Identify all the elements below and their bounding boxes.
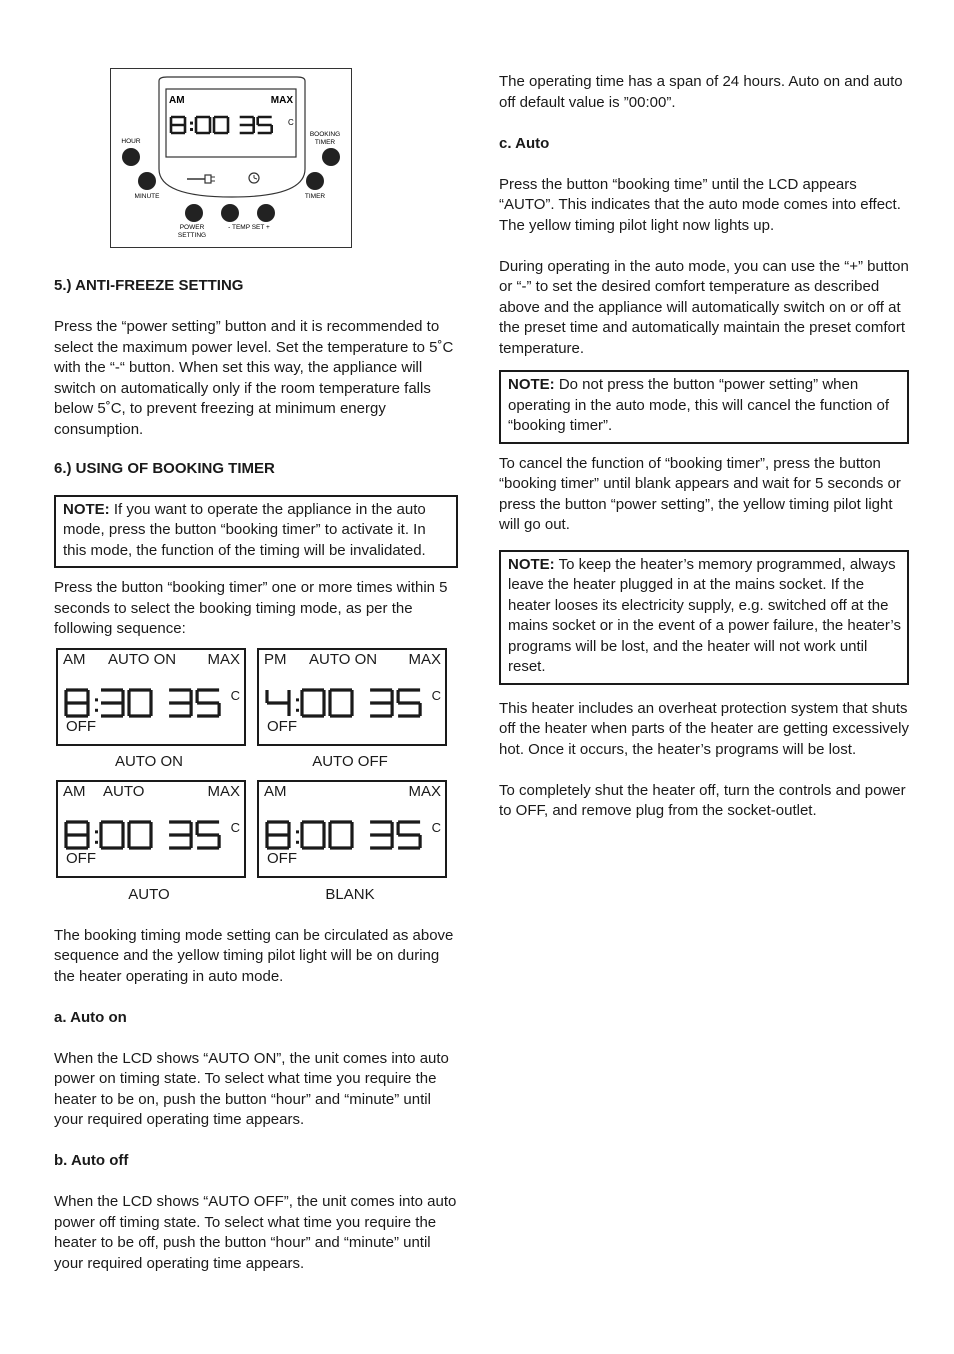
lcd-digit [129, 822, 151, 848]
booking-label-1: BOOKING [309, 131, 341, 138]
digit-colon [190, 122, 193, 125]
auto-on-heading: a. Auto on [54, 1008, 127, 1026]
left-column [54, 276, 458, 1274]
lcd-digit [66, 690, 88, 716]
lcd-c: C [431, 687, 441, 703]
power-label-1: POWER [179, 224, 205, 231]
power-setting-button[interactable] [185, 204, 203, 222]
digit-colon [95, 840, 98, 843]
lcd-digit [370, 690, 392, 716]
lcd-digit [302, 690, 324, 716]
lcd-ampm: PM [264, 650, 287, 668]
minute-button[interactable] [138, 172, 156, 190]
note-power-setting [499, 370, 909, 444]
lcd-digit [258, 117, 272, 133]
press-booking-text: Press the button “booking timer” one or more times within 5 seconds to select the booking timing mode, as per the following sequence: [54, 579, 448, 637]
lcd-ampm: AM [264, 782, 287, 800]
minute-label: MINUTE [134, 193, 160, 200]
lcd-blank [257, 780, 447, 878]
right-column [499, 72, 909, 822]
during-auto-text: During operating in the auto mode, you can use the “+” button or “-” to set the desired comfort temperature as described above and the appliance will automatically switch on or off at the preset time and automatically maintain the preset comfort temperature. [499, 257, 909, 357]
lcd-mode: AUTO ON [108, 650, 177, 668]
lcd-off: OFF [267, 850, 297, 867]
panel-lcd-am: AM [169, 95, 185, 106]
lcd-digit [66, 822, 88, 848]
note1-label: NOTE: [63, 500, 110, 518]
lcd-mode: AUTO [103, 782, 145, 800]
overheat-text: This heater includes an overheat protection system that shuts off the heater when parts of the heater are getting excessively hot. Once it occurs, the heater’s programs will be lost. [499, 699, 909, 758]
lcd-c: C [230, 687, 240, 703]
lcd-digit [370, 822, 392, 848]
digit-colon [95, 708, 98, 711]
temp-set-label: - TEMP SET + [228, 224, 270, 231]
lcd-digit [267, 690, 289, 716]
lcd-ampm: AM [63, 650, 86, 668]
timer-label: TIMER [304, 193, 326, 200]
lcd-digit [169, 822, 191, 848]
lcd-digit [171, 117, 185, 133]
auto-on-body: When the LCD shows “AUTO ON”, the unit comes into auto power on timing state. To select what time you require the heater to be on, push the button “hour” and “minute” until your required operating time appears. [54, 1049, 449, 1128]
lcd-digit [240, 117, 254, 133]
lcd-max: MAX [207, 782, 240, 800]
booking-label-2: TIMER [314, 139, 336, 146]
lcd-digit [169, 690, 191, 716]
auto-body: Press the button “booking time” until the LCD appears “AUTO”. This indicates that the auto mode comes into effect. The yellow timing pilot light now lights up. [499, 175, 901, 234]
lcd-sequence-grid [54, 648, 458, 908]
lcd-max: MAX [207, 650, 240, 668]
cancel-text: To cancel the function of “booking timer”, press the button “booking timer” until blank appears and wait for 5 seconds or press the button “power setting”, the yellow timing pilot light will go out. [499, 454, 901, 533]
auto-heading: c. Auto [499, 134, 550, 152]
lcd-max: MAX [408, 650, 441, 668]
clock-icon [249, 173, 259, 183]
lcd-c: C [431, 819, 441, 835]
temp-minus-button[interactable] [221, 204, 239, 222]
note-auto-mode [54, 495, 458, 569]
auto-off-body: When the LCD shows “AUTO OFF”, the unit comes into auto power off timing state. To select what time you require the heater to be off, push the button “hour” and “minute” until your required operating time appears. [54, 1193, 457, 1272]
digit-colon [296, 698, 299, 701]
lcd-digit [197, 690, 219, 716]
lcd-caption: AUTO [128, 885, 170, 903]
lcd-auto [56, 780, 246, 878]
span-text: The operating time has a span of 24 hours. Auto on and auto off default value is ”00:00”. [499, 73, 903, 111]
lcd-caption: AUTO ON [114, 752, 184, 770]
lcd-digit [302, 822, 324, 848]
lcd-digit [267, 822, 289, 848]
panel-lcd-c: C [288, 118, 294, 127]
lcd-digit [101, 690, 123, 716]
lcd-max: MAX [408, 782, 441, 800]
lcd-caption: AUTO OFF [312, 752, 388, 770]
digit-colon [190, 128, 193, 131]
lcd-auto-off [257, 648, 447, 746]
power-label-2: SETTING [177, 232, 207, 239]
digit-colon [296, 840, 299, 843]
note3-text: To keep the heater’s memory programmed, always leave the heater plugged in at the mains socket. If the heater looses its electricity supply, e.g. switched off at the mains socket or in the event of a power failure, the heater’s programs will be lost, and the heater will not work until reset. [508, 555, 901, 675]
lcd-mode: AUTO ON [309, 650, 378, 668]
control-panel-figure [110, 68, 352, 248]
note2-text: Do not press the button “power setting” when operating in the auto mode, this will cancel the function of “booking timer”. [508, 376, 890, 434]
hour-button[interactable] [122, 148, 140, 166]
note-memory [499, 550, 909, 685]
panel-lcd-digits [171, 117, 272, 133]
digit-colon [296, 708, 299, 711]
lcd-ampm: AM [63, 782, 86, 800]
lcd-off: OFF [267, 718, 297, 735]
lcd-digit [398, 822, 420, 848]
lcd-c: C [230, 819, 240, 835]
panel-lcd-max: MAX [270, 95, 293, 106]
sec6-heading: 6.) USING OF BOOKING TIMER [54, 460, 275, 477]
booking-timer-button[interactable] [322, 148, 340, 166]
note3-label: NOTE: [508, 555, 555, 573]
control-panel-drawing [111, 69, 351, 247]
auto-off-heading: b. Auto off [54, 1152, 129, 1169]
digit-colon [296, 830, 299, 833]
plug-icon [187, 175, 215, 183]
lcd-auto-on [56, 648, 246, 746]
lcd-digit [330, 822, 352, 848]
lcd-digit [129, 690, 151, 716]
digit-colon [95, 698, 98, 701]
lcd-digit [197, 822, 219, 848]
lcd-digit [398, 690, 420, 716]
digit-colon [95, 830, 98, 833]
lcd-digit [330, 690, 352, 716]
hour-label: HOUR [121, 138, 141, 145]
shutoff-text: To completely shut the heater off, turn the controls and power to OFF, and remove plug from the socket-outlet. [499, 781, 906, 819]
lcd-digit [101, 822, 123, 848]
sec5-heading: 5.) ANTI-FREEZE SETTING [54, 277, 244, 294]
lcd-off: OFF [66, 718, 96, 735]
temp-plus-button[interactable] [257, 204, 275, 222]
timer-button[interactable] [306, 172, 324, 190]
note1-text: If you want to operate the appliance in the auto mode, press the button “booking timer” to activate it. In this mode, the function of the timing will be invalidated. [63, 500, 426, 559]
lcd-digit [214, 117, 228, 133]
lcd-off: OFF [66, 850, 96, 867]
lcd-digit [196, 117, 210, 133]
circulate-text: The booking timing mode setting can be circulated as above sequence and the yellow timing pilot light will be on during the heater operating in auto mode. [54, 926, 454, 985]
note2-label: NOTE: [508, 376, 555, 393]
sec5-body: Press the “power setting” button and it is recommended to select the maximum power level. Set the temperature to 5˚C with the “-“ button. When set this way, the appliance will switch on automatically only if the room temperature falls below 5˚C, to prevent freezing at minimum energy consumption. [54, 318, 454, 438]
lcd-caption: BLANK [325, 885, 375, 903]
